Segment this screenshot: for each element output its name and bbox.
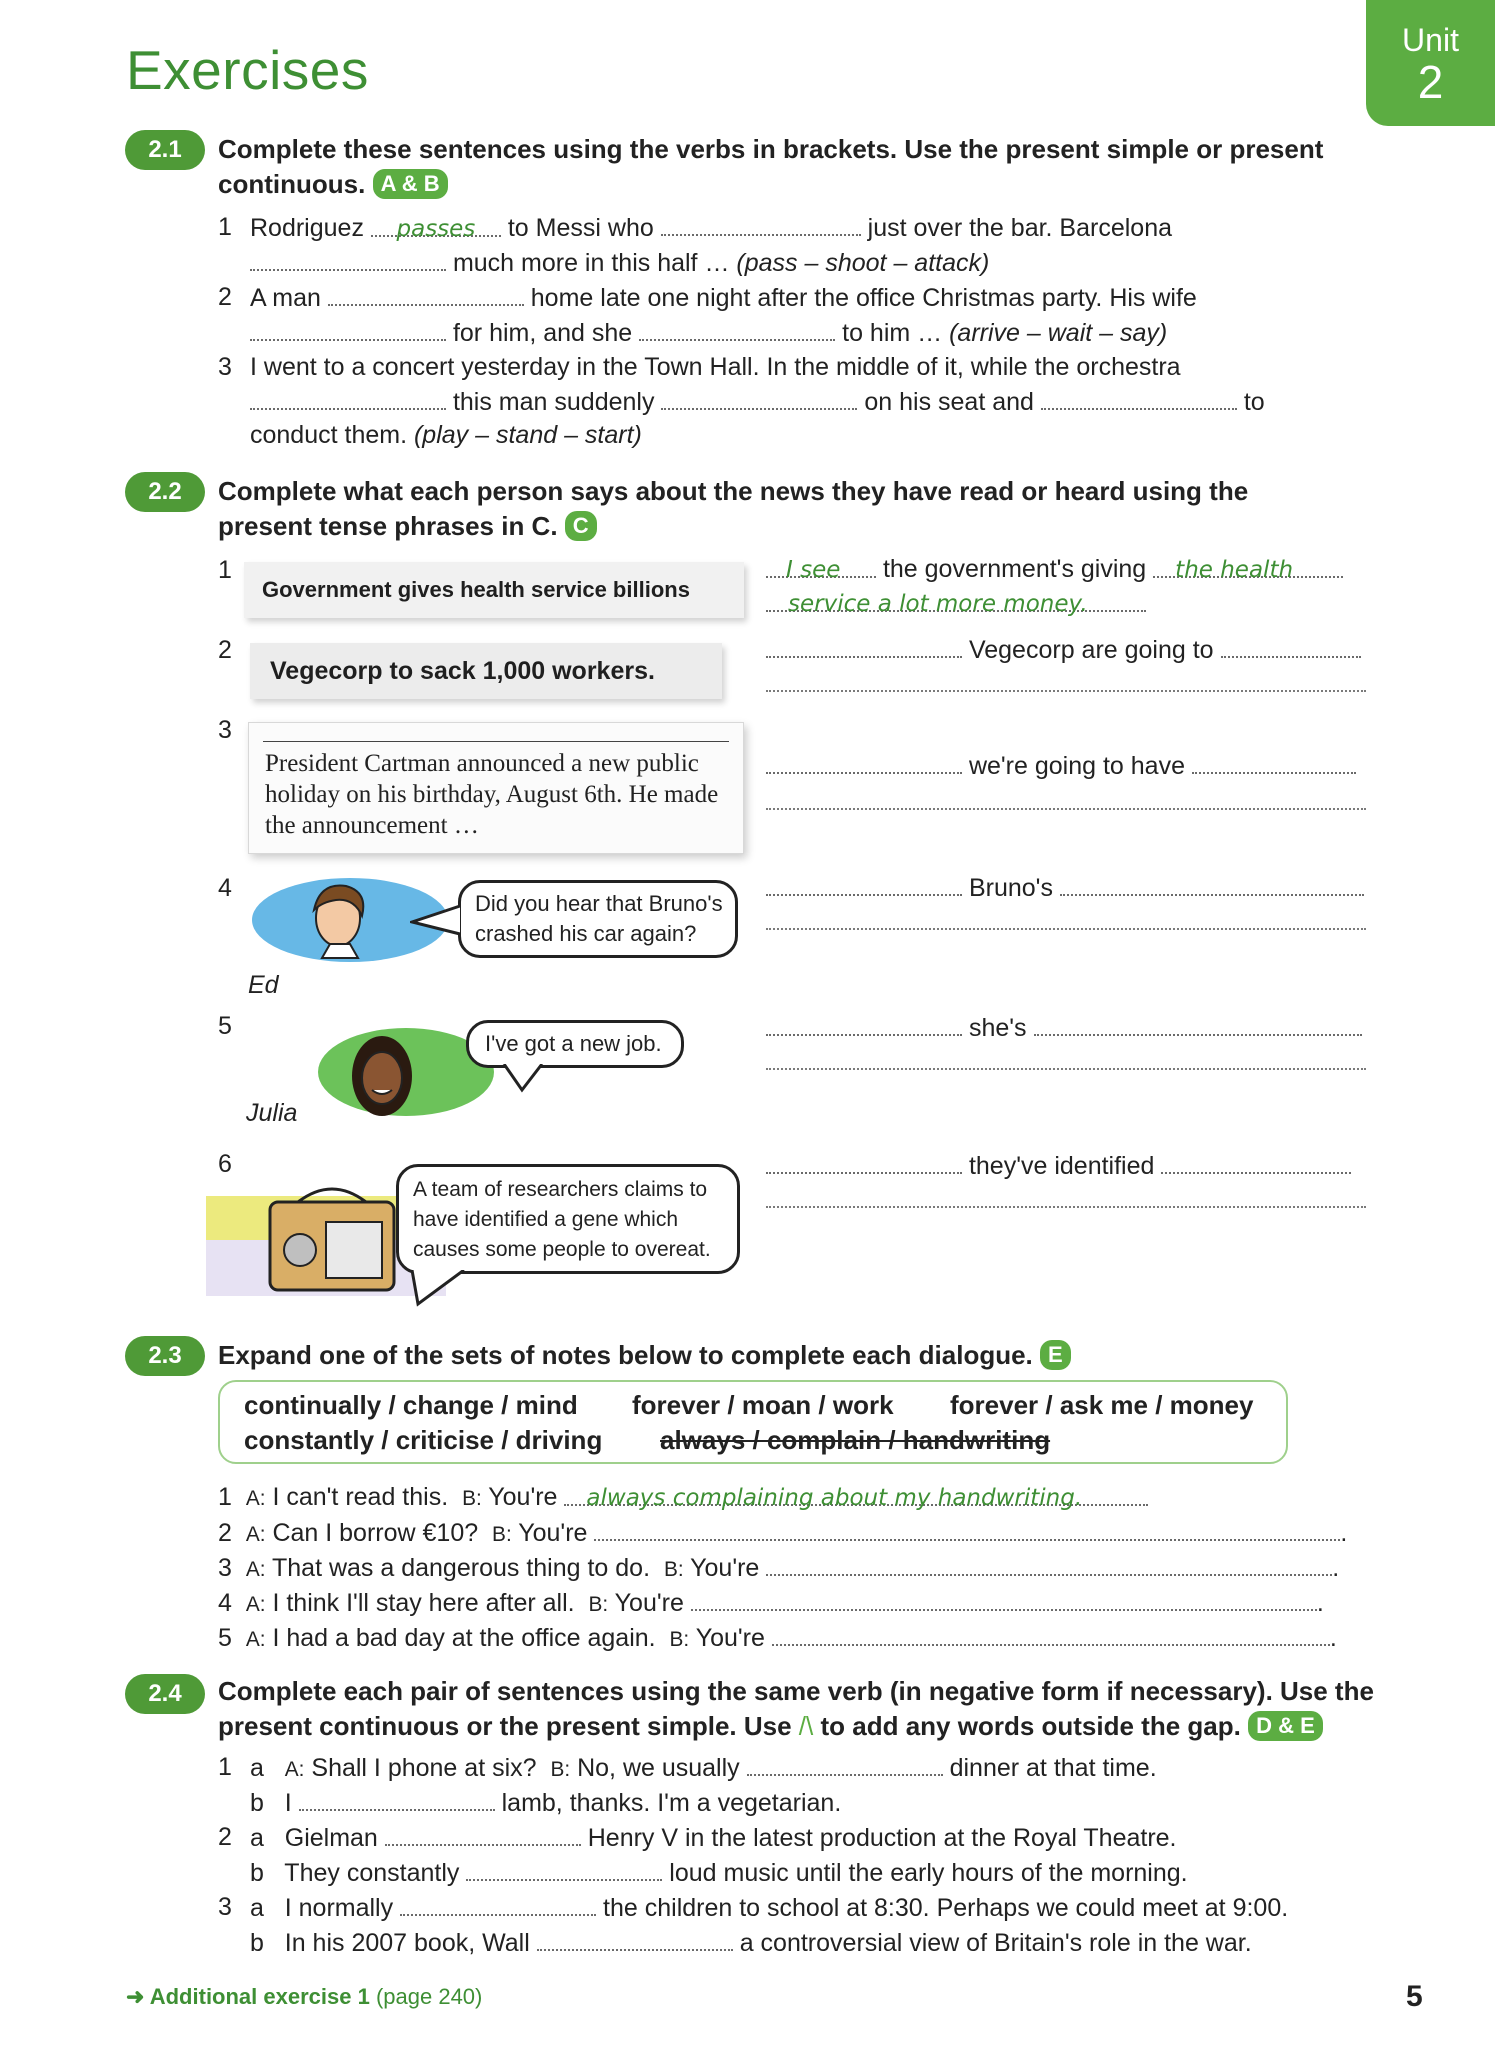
exercise-line <box>250 384 1265 420</box>
text: You're <box>518 1519 588 1547</box>
answer-gap[interactable] <box>371 211 501 242</box>
item-number: 2 <box>218 1823 232 1851</box>
item-letter: a <box>250 1754 264 1782</box>
note-set-used: always / complain / handwriting <box>660 1425 1051 1455</box>
text: we're going to have <box>968 752 1185 780</box>
item-number: 5 <box>218 1012 232 1040</box>
arrow-right-icon: ➜ <box>126 1984 145 2009</box>
exercise-number-2-1: 2.1 <box>125 130 205 170</box>
dialogue-line <box>218 1515 1347 1552</box>
exercise-instruction-2-2 <box>218 474 1348 544</box>
answer-gap[interactable] <box>766 1148 962 1174</box>
answer-gap[interactable] <box>564 1480 1148 1511</box>
exercise-line <box>250 418 642 453</box>
handwritten-answer: service a lot more money. <box>788 591 1088 617</box>
answer-gap[interactable] <box>466 1855 662 1881</box>
exercise-instruction-2-3 <box>218 1338 1071 1373</box>
exercise-line <box>218 280 232 315</box>
dialogue-line <box>218 1585 1324 1622</box>
speaker-b: B: <box>550 1758 571 1781</box>
verbs-in-brackets: (arrive – wait – say) <box>949 319 1168 347</box>
instruction-text: present continuous or the present simple. Use <box>218 1711 792 1741</box>
speaker-a: A: <box>245 1628 266 1651</box>
item-number: 6 <box>218 1150 232 1178</box>
exercise-instruction-2-4-line2 <box>218 1709 1323 1744</box>
item-number: 4 <box>218 874 232 902</box>
page-title: Exercises <box>126 39 369 101</box>
answer-gap[interactable] <box>1192 748 1356 774</box>
text: No, we usually <box>577 1754 740 1782</box>
item-letter: b <box>250 1929 264 1957</box>
answer-line <box>766 1010 1362 1046</box>
exercise-line <box>250 1890 1288 1926</box>
answer-line <box>766 1148 1351 1184</box>
reference-badge: C <box>565 511 597 541</box>
item-number: 1 <box>218 1753 232 1781</box>
additional-exercise-link[interactable] <box>126 1984 482 2010</box>
speech-bubble-tail <box>410 904 466 940</box>
speaker-a: A: <box>245 1523 266 1546</box>
answer-gap[interactable] <box>766 1550 1332 1576</box>
text: the children to school at 8:30. Perhaps we could meet at 9:00. <box>603 1894 1289 1922</box>
text: conduct them. <box>250 421 408 449</box>
answer-gap[interactable] <box>400 1890 596 1916</box>
text: Bruno's <box>968 874 1053 902</box>
newspaper-headline: Vegecorp to sack 1,000 workers. <box>250 643 722 699</box>
text: That was a dangerous thing to do. <box>272 1554 651 1582</box>
answer-gap[interactable] <box>1221 632 1361 658</box>
text: to him … <box>842 319 943 347</box>
unit-number: 2 <box>1417 56 1444 108</box>
speech-bubble: I've got a new job. <box>466 1020 684 1068</box>
text: In his 2007 book, Wall <box>284 1929 530 1957</box>
text: I went to a concert yesterday in the Town Hall. In the middle of it, while the orchestra <box>250 353 1181 381</box>
note-set: forever / ask me / money <box>950 1390 1254 1420</box>
answer-gap[interactable] <box>1060 870 1364 896</box>
text: Rodriguez <box>250 214 364 242</box>
note-set: constantly / criticise / driving <box>244 1425 603 1455</box>
text: she's <box>968 1014 1027 1042</box>
speaker-b: B: <box>588 1593 609 1616</box>
note-set: forever / moan / work <box>632 1390 894 1420</box>
text: they've identified <box>968 1152 1155 1180</box>
answer-gap[interactable] <box>691 1585 1317 1611</box>
exercise-instruction-2-1 <box>218 132 1338 202</box>
answer-gap[interactable] <box>1041 384 1237 410</box>
verbs-in-brackets: (pass – shoot – attack) <box>736 249 990 277</box>
handwritten-answer: I see <box>786 557 841 583</box>
exercise-number-2-3: 2.3 <box>125 1336 205 1376</box>
page-number: 5 <box>1406 1980 1423 2013</box>
text: You're <box>488 1483 558 1511</box>
item-letter: b <box>250 1789 264 1817</box>
answer-line <box>766 552 1343 587</box>
item-number: 1 <box>218 1483 232 1511</box>
full-stop: . <box>1329 1624 1337 1652</box>
speech-bubble-tail <box>502 1064 552 1094</box>
full-stop: . <box>1316 1589 1324 1617</box>
speaker-b: B: <box>669 1628 690 1651</box>
item-number: 3 <box>218 353 232 381</box>
answer-gap[interactable] <box>250 315 446 341</box>
item-number: 3 <box>218 716 232 744</box>
text: I think I'll stay here after all. <box>272 1589 575 1617</box>
text: on his seat and <box>864 388 1034 416</box>
face-icon <box>362 1052 402 1104</box>
exercise-line <box>250 1820 1177 1856</box>
text: a controversial view of Britain's role in the war. <box>739 1929 1252 1957</box>
answer-gap[interactable] <box>766 690 1366 692</box>
text: much more in this half … <box>452 249 730 277</box>
item-letter: a <box>250 1894 264 1922</box>
handwritten-answer: passes <box>396 216 476 242</box>
exercise-number-2-4: 2.4 <box>125 1674 205 1714</box>
reference-badge: D & E <box>1248 1711 1323 1741</box>
answer-gap[interactable] <box>537 1925 733 1951</box>
item-number: 3 <box>218 1554 232 1582</box>
text: Gielman <box>284 1824 378 1852</box>
text: lamb, thanks. I'm a vegetarian. <box>501 1789 842 1817</box>
speaker-b: B: <box>462 1487 482 1510</box>
exercise-line <box>218 350 232 385</box>
exercise-line <box>250 210 1172 246</box>
speaker-a: A: <box>284 1758 305 1781</box>
answer-gap[interactable] <box>328 280 524 306</box>
text: You're <box>695 1624 765 1652</box>
answer-gap[interactable] <box>639 315 835 341</box>
text: A man <box>250 284 321 312</box>
exercise-instruction-2-4: Complete each pair of sentences using the same verb (in negative form if necessary). Use the <box>218 1676 1374 1706</box>
answer-gap[interactable] <box>250 384 446 410</box>
answer-gap[interactable] <box>766 552 876 583</box>
speaker-name: Julia <box>246 1099 298 1127</box>
dialogue-line <box>218 1620 1337 1657</box>
answer-line <box>766 586 1146 621</box>
answer-gap[interactable] <box>766 1206 1366 1208</box>
text: Henry V in the latest production at the Royal Theatre. <box>587 1824 1177 1852</box>
insertion-caret-icon: /\ <box>798 1711 814 1741</box>
answer-gap[interactable] <box>1153 552 1343 583</box>
speaker-a: A: <box>245 1558 266 1581</box>
text: You're <box>614 1589 684 1617</box>
item-number: 2 <box>218 283 232 311</box>
item-letter: b <box>250 1859 264 1887</box>
answer-line <box>766 870 1364 906</box>
answer-gap[interactable] <box>766 586 1146 617</box>
text: loud music until the early hours of the morning. <box>669 1859 1188 1887</box>
exercise-line <box>250 245 989 281</box>
speaker-icon <box>284 1234 316 1266</box>
answer-gap[interactable] <box>250 245 446 271</box>
item-number: 2 <box>218 1519 232 1547</box>
text: Shall I phone at six? <box>311 1754 537 1782</box>
dialogue-line <box>218 1480 1148 1516</box>
text: I can't read this. <box>272 1483 449 1511</box>
answer-gap[interactable] <box>766 748 962 774</box>
instruction-text: Expand one of the sets of notes below to complete each dialogue. <box>218 1340 1033 1370</box>
reference-badge: E <box>1040 1340 1071 1370</box>
speech-bubble: A team of researchers claims to have identified a gene which causes some people to overeat. <box>396 1164 740 1274</box>
page-reference: (page 240) <box>375 1984 483 2009</box>
answer-gap[interactable] <box>766 1068 1366 1070</box>
exercise-line <box>250 1855 1188 1891</box>
reference-badge: A & B <box>373 169 448 199</box>
speaker-a: A: <box>245 1593 266 1616</box>
speaker-b: B: <box>492 1523 512 1546</box>
exercise-number-2-2: 2.2 <box>125 472 205 512</box>
answer-line <box>766 748 1356 784</box>
unit-tab <box>1366 0 1495 126</box>
text: They constantly <box>284 1859 460 1887</box>
speech-bubble-tail <box>408 1270 468 1310</box>
answer-gap[interactable] <box>594 1515 1340 1541</box>
dialogue-line <box>218 1550 1339 1587</box>
unit-label: Unit <box>1402 22 1459 58</box>
answer-gap[interactable] <box>766 928 1366 930</box>
exercise-line <box>250 315 1167 351</box>
exercise-line <box>250 1925 1252 1961</box>
exercise-line <box>250 1785 841 1821</box>
exercise-line <box>250 350 1181 385</box>
text: dinner at that time. <box>949 1754 1157 1782</box>
article-text: President Cartman announced a new public holiday on his birthday, August 6th. He made the announcement … <box>265 750 719 839</box>
text: You're <box>690 1554 760 1582</box>
text: Vegecorp are going to <box>968 636 1214 664</box>
speaker-b: B: <box>663 1558 684 1581</box>
item-number: 1 <box>218 556 232 584</box>
text: to Messi who <box>507 214 654 242</box>
dial-icon <box>326 1222 382 1278</box>
text: I normally <box>284 1894 394 1922</box>
exercise-line <box>218 210 232 245</box>
instruction-text: Complete these sentences using the verbs in brackets. Use the present simple or present continuous. <box>218 134 1324 199</box>
answer-gap[interactable] <box>1034 1010 1362 1036</box>
exercise-line <box>250 1750 1157 1787</box>
text: for him, and she <box>452 319 633 347</box>
speaker-name: Ed <box>248 971 279 999</box>
answer-gap[interactable] <box>661 210 861 236</box>
text: I <box>284 1789 292 1817</box>
answer-gap[interactable] <box>1161 1148 1351 1174</box>
text: to <box>1243 388 1265 416</box>
instruction-text: to add any words outside the gap. <box>820 1711 1241 1741</box>
verbs-in-brackets: (play – stand – start) <box>413 421 642 449</box>
answer-gap[interactable] <box>385 1820 581 1846</box>
newspaper-headline: Government gives health service billions <box>244 562 744 618</box>
answer-gap[interactable] <box>661 384 857 410</box>
instruction-text: Complete what each person says about the news they have read or heard using the present tense phrases in C. <box>218 476 1249 541</box>
answer-gap[interactable] <box>772 1620 1330 1646</box>
exercise-line <box>250 280 1197 316</box>
item-letter: a <box>250 1824 264 1852</box>
text: Can I borrow €10? <box>272 1519 479 1547</box>
speech-bubble: Did you hear that Bruno's crashed his car again? <box>458 880 738 958</box>
text: just over the bar. Barcelona <box>867 214 1173 242</box>
item-number: 3 <box>218 1893 232 1921</box>
answer-gap[interactable] <box>747 1750 943 1776</box>
answer-gap[interactable] <box>766 870 962 896</box>
item-number: 1 <box>218 213 232 241</box>
newspaper-article <box>248 722 744 854</box>
answer-gap[interactable] <box>766 1010 962 1036</box>
handwritten-answer: the health <box>1175 557 1294 583</box>
full-stop: . <box>1332 1554 1340 1582</box>
speaker-a: A: <box>245 1487 266 1510</box>
item-number: 2 <box>218 636 232 664</box>
link-text: Additional exercise 1 <box>149 1984 370 2009</box>
handwritten-answer: always complaining about my handwriting. <box>586 1485 1083 1511</box>
answer-gap[interactable] <box>299 1785 495 1811</box>
text: home late one night after the office Christmas party. His wife <box>530 284 1197 312</box>
full-stop: . <box>1340 1519 1348 1547</box>
answer-gap[interactable] <box>766 632 962 658</box>
text: I had a bad day at the office again. <box>272 1624 656 1652</box>
text: the government's giving <box>882 555 1147 583</box>
text: this man suddenly <box>452 388 655 416</box>
item-number: 4 <box>218 1589 232 1617</box>
answer-line <box>766 632 1361 668</box>
answer-gap[interactable] <box>766 808 1366 810</box>
note-set: continually / change / mind <box>244 1390 578 1420</box>
item-number: 5 <box>218 1624 232 1652</box>
